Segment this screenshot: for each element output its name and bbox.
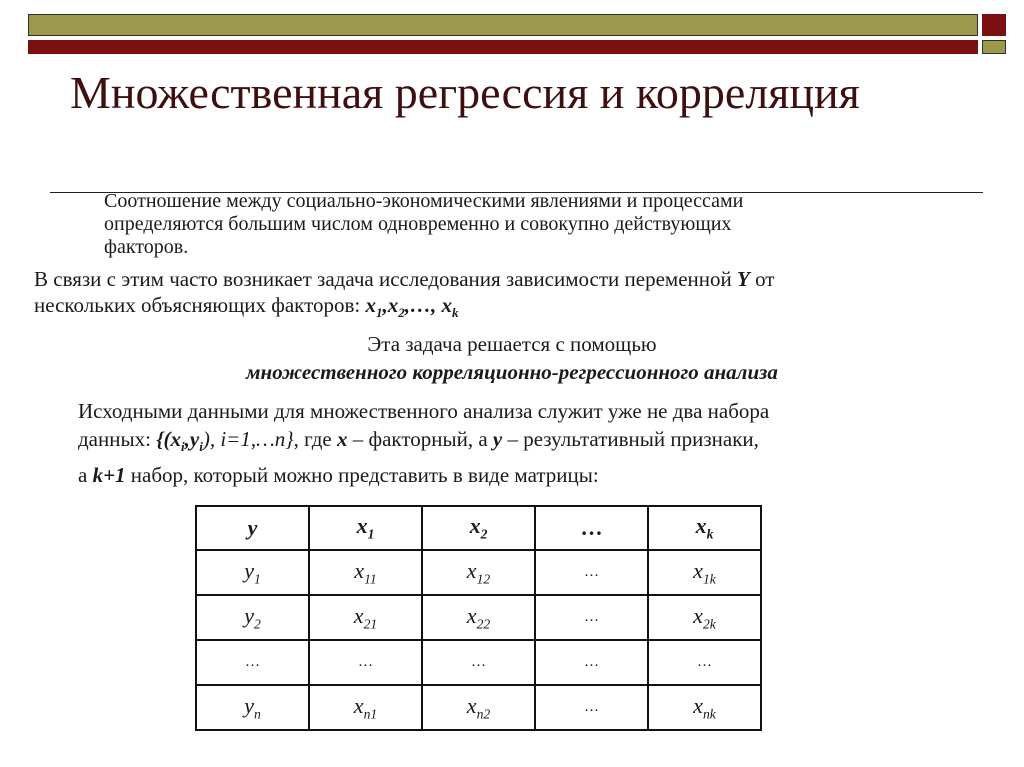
matrix-cell: $y_1$ <box>196 550 309 595</box>
intro-line: Соотношение между социально-экономическими явлениями и процессами <box>104 190 744 212</box>
method-paragraph <box>0 330 1024 386</box>
matrix-cell: $y_2$ <box>196 595 309 640</box>
matrix-cell: $x_{21}$ <box>309 595 422 640</box>
data-matrix-table <box>195 505 762 731</box>
matrix-cell: $x_{22}$ <box>422 595 535 640</box>
text-run: Исходными данными для множественного анализа служит уже не два набора <box>78 399 770 423</box>
intro-line: факторов. <box>104 236 189 258</box>
matrix-cell: $x_{n1}$ <box>309 685 422 730</box>
header-square-red <box>982 14 1006 36</box>
text-run: нескольких объясняющих факторов: <box>34 293 366 317</box>
matrix-row <box>196 550 761 595</box>
matrix-cell: $x_{1k}$ <box>648 550 761 595</box>
matrix-row <box>196 640 761 685</box>
intro-line: определяются большим числом одновременно и совокупно действующих <box>104 213 732 235</box>
data-pairs: {($x_i,y_i$ <box>156 427 203 455</box>
text-run: от <box>749 267 775 291</box>
matrix-cell: … <box>648 640 761 685</box>
matrix-cell: $x_{12}$ <box>422 550 535 595</box>
matrix-cell: … <box>535 595 648 640</box>
variable-y: Y <box>736 267 750 291</box>
matrix-cell: $x_{11}$ <box>309 550 422 595</box>
matrix-cell: … <box>535 550 648 595</box>
matrix-header-cell: $x_1$ <box>309 506 422 550</box>
matrix-cell: … <box>535 640 648 685</box>
matrix-cell: $x_{nk}$ <box>648 685 761 730</box>
method-line: Эта задача решается с помощью <box>367 332 657 356</box>
header-bar-olive <box>28 14 978 36</box>
dependency-paragraph <box>34 266 774 326</box>
matrix-cell: … <box>309 640 422 685</box>
matrix-header-cell: $x_2$ <box>422 506 535 550</box>
text-run: В связи с этим часто возникает задача исследования зависимости переменной <box>34 267 737 291</box>
matrix-cell: … <box>535 685 648 730</box>
header-bar-red <box>28 40 978 54</box>
matrix-row <box>196 595 761 640</box>
data-paragraph: Исходными данными для множественного анализа служит уже не два набора данных: {$(x_i,y_i)$, i=1,…n}, где x – факторный, а y – результативный признаки, а k+1 набор, который можно представить в виде матрицы: <box>78 399 770 488</box>
header-square-olive <box>982 40 1006 54</box>
matrix-header-cell: … <box>535 506 648 550</box>
matrix-cell: … <box>196 640 309 685</box>
matrix-row <box>196 685 761 730</box>
intro-paragraph <box>104 190 743 259</box>
matrix-cell: … <box>422 640 535 685</box>
matrix-cell: $x_{2k}$ <box>648 595 761 640</box>
factor-list: $x_1,x_2,\dots$, $x_k$ <box>365 293 459 321</box>
slide-title: Множественная регрессия и корреляция <box>70 67 860 118</box>
matrix-header-cell: y <box>196 506 309 550</box>
method-name: множественного корреляционно-регрессионного анализа <box>246 360 778 384</box>
matrix-header-row <box>196 506 761 550</box>
matrix-cell: $x_{n2}$ <box>422 685 535 730</box>
matrix-header-cell: $x_k$ <box>648 506 761 550</box>
matrix-cell: $y_n$ <box>196 685 309 730</box>
